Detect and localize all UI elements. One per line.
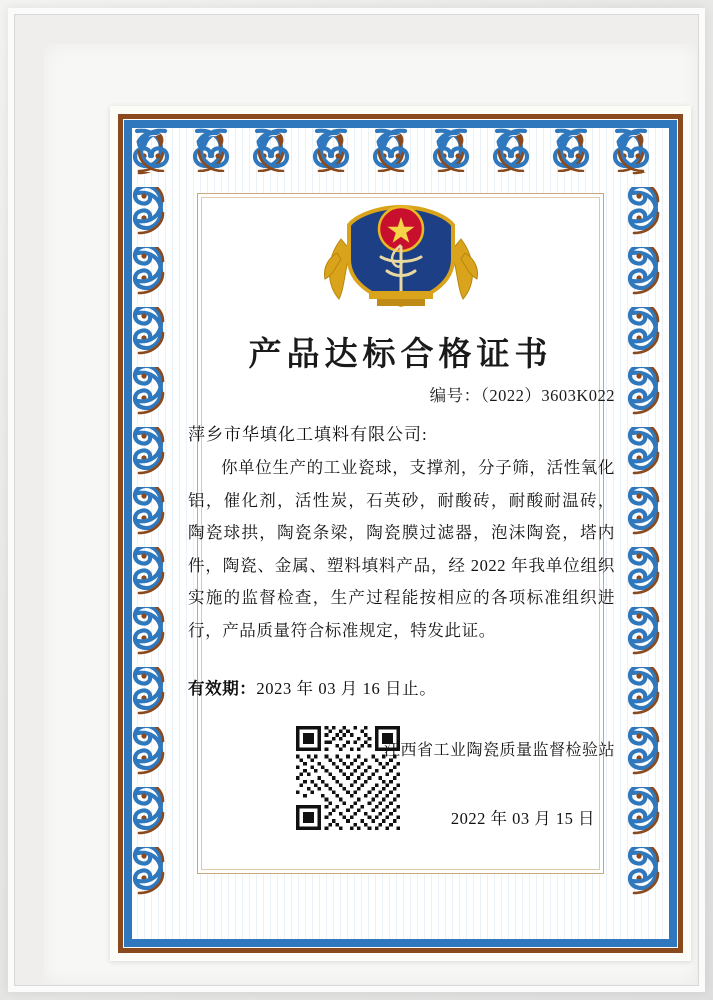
certificate-sheet: [110, 106, 691, 961]
national-emblem: [184, 184, 617, 319]
validity-label: 有效期：: [188, 679, 257, 698]
page-title: 产品达标合格证书: [248, 334, 553, 373]
validity-line: [188, 675, 436, 699]
issue-date: 2022 年 03 月 15 日: [450, 809, 595, 828]
frame-mat: [44, 44, 697, 984]
china-quality-supervision-emblem-icon: [311, 187, 491, 317]
certificate-number: 编号：（2022）3603K022: [429, 386, 615, 405]
certificate-content: [184, 180, 617, 887]
issuing-authority: 江西省工业陶瓷质量监督检验站: [383, 742, 615, 759]
certificate-body: 你单位生产的工业瓷球，支撑剂，分子筛，活性氧化铝，催化剂，活性炭，石英砂，耐酸砖，耐酸耐温砖，陶瓷球拱，陶瓷条梁，陶瓷膜过滤器，泡沫陶瓷，塔内件，陶瓷、金属、塑料填料产品，经 2022 年我单位组织实施的监督检查，生产过程能按相应的各项标准组织进行，产品质量符合标准规定，特发此证。: [188, 458, 615, 640]
validity-value: 2023 年 03 月 16 日止。: [256, 679, 437, 698]
recipient-company: 萍乡市华填化工填料有限公司:: [188, 425, 428, 444]
frame-bevel: [8, 8, 705, 992]
